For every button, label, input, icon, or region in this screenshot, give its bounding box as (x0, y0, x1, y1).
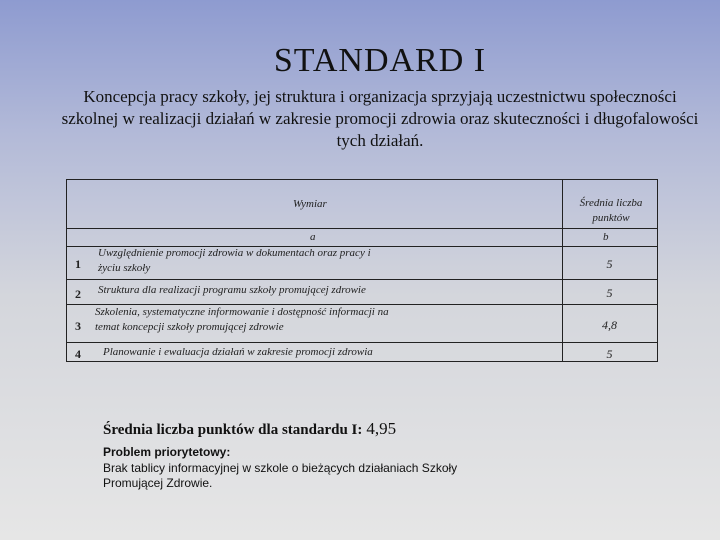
header-dimension: Wymiar (293, 198, 327, 210)
row-score: 5 (606, 347, 613, 361)
score-table (66, 179, 658, 362)
row-number: 4 (75, 347, 81, 361)
summary-value: 4,95 (366, 419, 397, 438)
row-dimension: Uwzględnienie promocji zdrowia w dokumentach oraz pracy i życiu szkoły (98, 247, 371, 274)
row-divider (67, 342, 657, 343)
header-score: Średnia liczba punktów (579, 197, 643, 224)
summary-line (103, 419, 396, 439)
row-number: 2 (75, 287, 81, 301)
row-divider (67, 279, 657, 280)
row-dimension: Struktura dla realizacji programu szkoły promującej zdrowie (98, 284, 366, 296)
row-number: 1 (75, 257, 81, 271)
header-divider (67, 228, 657, 229)
priority-label: Problem priorytetowy: (103, 445, 231, 459)
row-number: 3 (75, 319, 81, 333)
summary-label: Średnia liczba punktów dla standardu I: (103, 422, 363, 438)
page-subtitle: Koncepcja pracy szkoły, jej struktura i organizacja sprzyjają uczestnictwu społeczności szkolnej w realizacji działań w zakresie promocji zdrowia oraz skuteczności i długofalowości tych działań. (61, 87, 699, 150)
row-score: 4,8 (602, 318, 617, 332)
row-score: 5 (606, 257, 613, 271)
page-title: STANDARD I (273, 42, 487, 79)
row-dimension: Szkolenia, systematyczne informowanie i dostępność informacji na temat koncepcji szkoły promującej zdrowie (95, 306, 389, 333)
row-dimension: Planowanie i ewaluacja działań w zakresie promocji zdrowia (103, 346, 373, 358)
priority-text: Brak tablicy informacyjnej w szkole o bieżących działaniach Szkoły Promującej Zdrowie. (103, 461, 458, 490)
sublabel-a: a (310, 231, 316, 243)
sublabel-b: b (603, 231, 609, 243)
row-score: 5 (606, 286, 613, 300)
